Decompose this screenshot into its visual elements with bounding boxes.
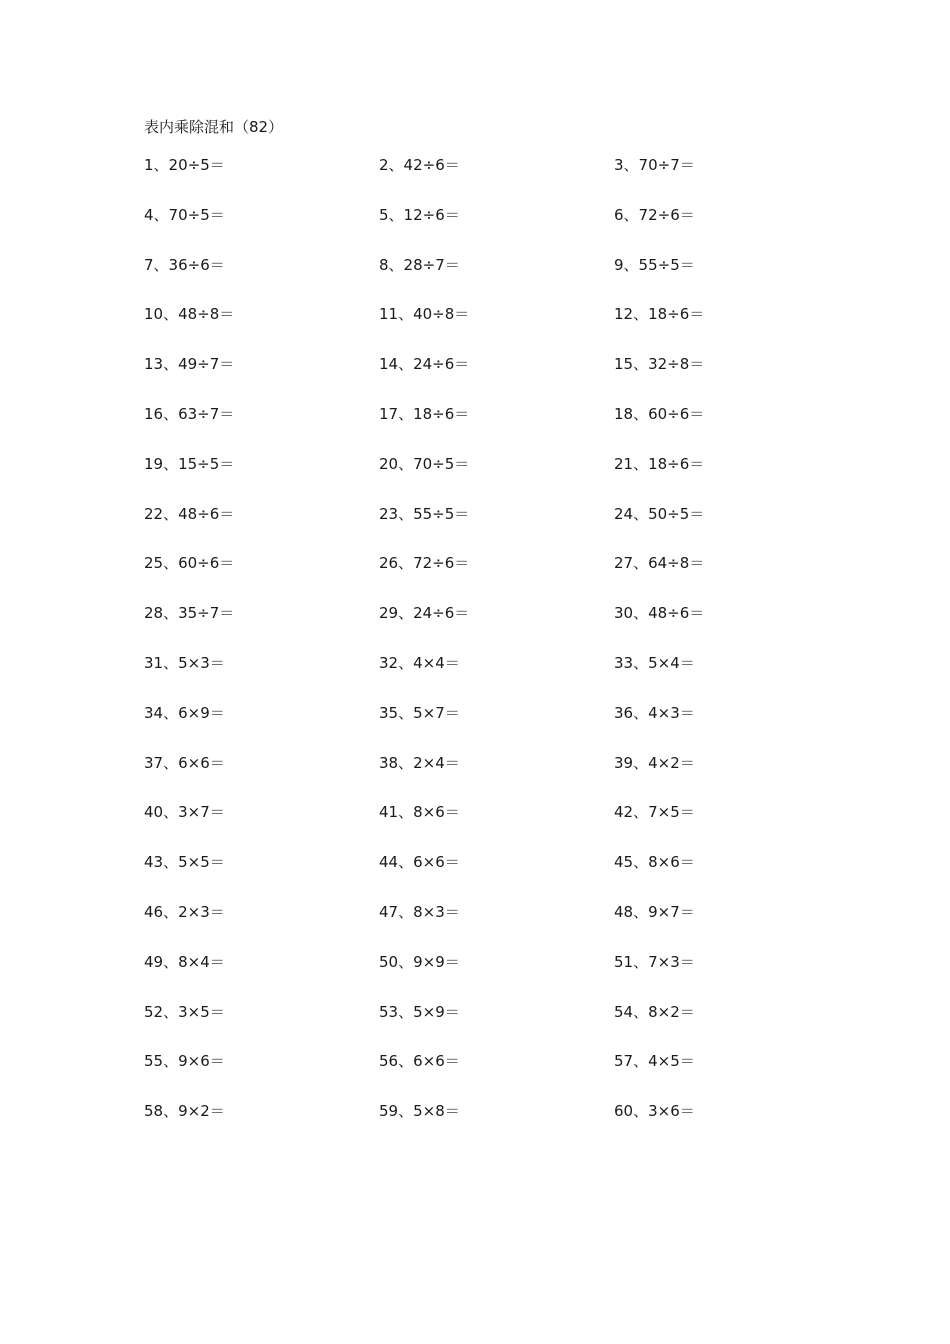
problem-item: 26、72÷6＝ [379, 554, 470, 573]
problem-item: 14、24÷6＝ [379, 355, 470, 374]
problem-item: 8、28÷7＝ [379, 255, 460, 274]
problem-item: 7、36÷6＝ [144, 255, 225, 274]
problem-item: 45、8×6＝ [614, 853, 695, 872]
problem-item: 25、60÷6＝ [144, 554, 235, 573]
problem-item: 2、42÷6＝ [379, 156, 460, 174]
problem-grid [144, 154, 864, 1150]
problem-item: 53、5×9＝ [379, 1002, 460, 1021]
problem-item: 50、9×9＝ [379, 952, 460, 971]
problem-item: 19、15÷5＝ [144, 454, 235, 473]
problem-item: 37、6×6＝ [144, 753, 225, 772]
problem-item: 17、18÷6＝ [379, 404, 470, 423]
problem-item: 11、40÷8＝ [379, 305, 470, 324]
problem-item: 35、5×7＝ [379, 703, 460, 722]
problem-item: 32、4×4＝ [379, 653, 460, 672]
problem-item: 46、2×3＝ [144, 902, 225, 921]
problem-item: 54、8×2＝ [614, 1002, 695, 1021]
problem-item: 5、12÷6＝ [379, 205, 460, 224]
problem-item: 42、7×5＝ [614, 803, 695, 822]
problem-item: 24、50÷5＝ [614, 504, 705, 523]
problem-item: 43、5×5＝ [144, 853, 225, 872]
problem-item: 18、60÷6＝ [614, 404, 705, 423]
problem-item: 60、3×6＝ [614, 1102, 695, 1121]
problem-item: 31、5×3＝ [144, 653, 225, 672]
problem-item: 56、6×6＝ [379, 1052, 460, 1071]
problem-item: 12、18÷6＝ [614, 305, 705, 324]
problem-item: 1、20÷5＝ [144, 156, 225, 174]
problem-item: 6、72÷6＝ [614, 205, 695, 224]
problem-item: 3、70÷7＝ [614, 156, 695, 174]
problem-item: 20、70÷5＝ [379, 454, 470, 473]
problem-item: 44、6×6＝ [379, 853, 460, 872]
problem-item: 47、8×3＝ [379, 902, 460, 921]
problem-item: 34、6×9＝ [144, 703, 225, 722]
problem-item: 15、32÷8＝ [614, 355, 705, 374]
problem-item: 22、48÷6＝ [144, 504, 235, 523]
problem-item: 21、18÷6＝ [614, 454, 705, 473]
problem-item: 59、5×8＝ [379, 1102, 460, 1121]
worksheet-title: 表内乘除混和（82） [144, 118, 284, 136]
problem-item: 39、4×2＝ [614, 753, 695, 772]
problem-item: 30、48÷6＝ [614, 604, 705, 623]
problem-item: 58、9×2＝ [144, 1102, 225, 1121]
problem-item: 13、49÷7＝ [144, 355, 235, 374]
problem-item: 36、4×3＝ [614, 703, 695, 722]
problem-item: 29、24÷6＝ [379, 604, 470, 623]
problem-item: 52、3×5＝ [144, 1002, 225, 1021]
problem-item: 9、55÷5＝ [614, 255, 695, 274]
problem-item: 4、70÷5＝ [144, 205, 225, 224]
problem-item: 51、7×3＝ [614, 952, 695, 971]
problem-item: 16、63÷7＝ [144, 404, 235, 423]
problem-item: 40、3×7＝ [144, 803, 225, 822]
problem-item: 27、64÷8＝ [614, 554, 705, 573]
problem-item: 28、35÷7＝ [144, 604, 235, 623]
problem-item: 38、2×4＝ [379, 753, 460, 772]
problem-item: 41、8×6＝ [379, 803, 460, 822]
problem-item: 49、8×4＝ [144, 952, 225, 971]
problem-item: 23、55÷5＝ [379, 504, 470, 523]
problem-item: 33、5×4＝ [614, 653, 695, 672]
problem-item: 57、4×5＝ [614, 1052, 695, 1071]
problem-item: 48、9×7＝ [614, 902, 695, 921]
problem-item: 10、48÷8＝ [144, 305, 235, 324]
problem-item: 55、9×6＝ [144, 1052, 225, 1071]
